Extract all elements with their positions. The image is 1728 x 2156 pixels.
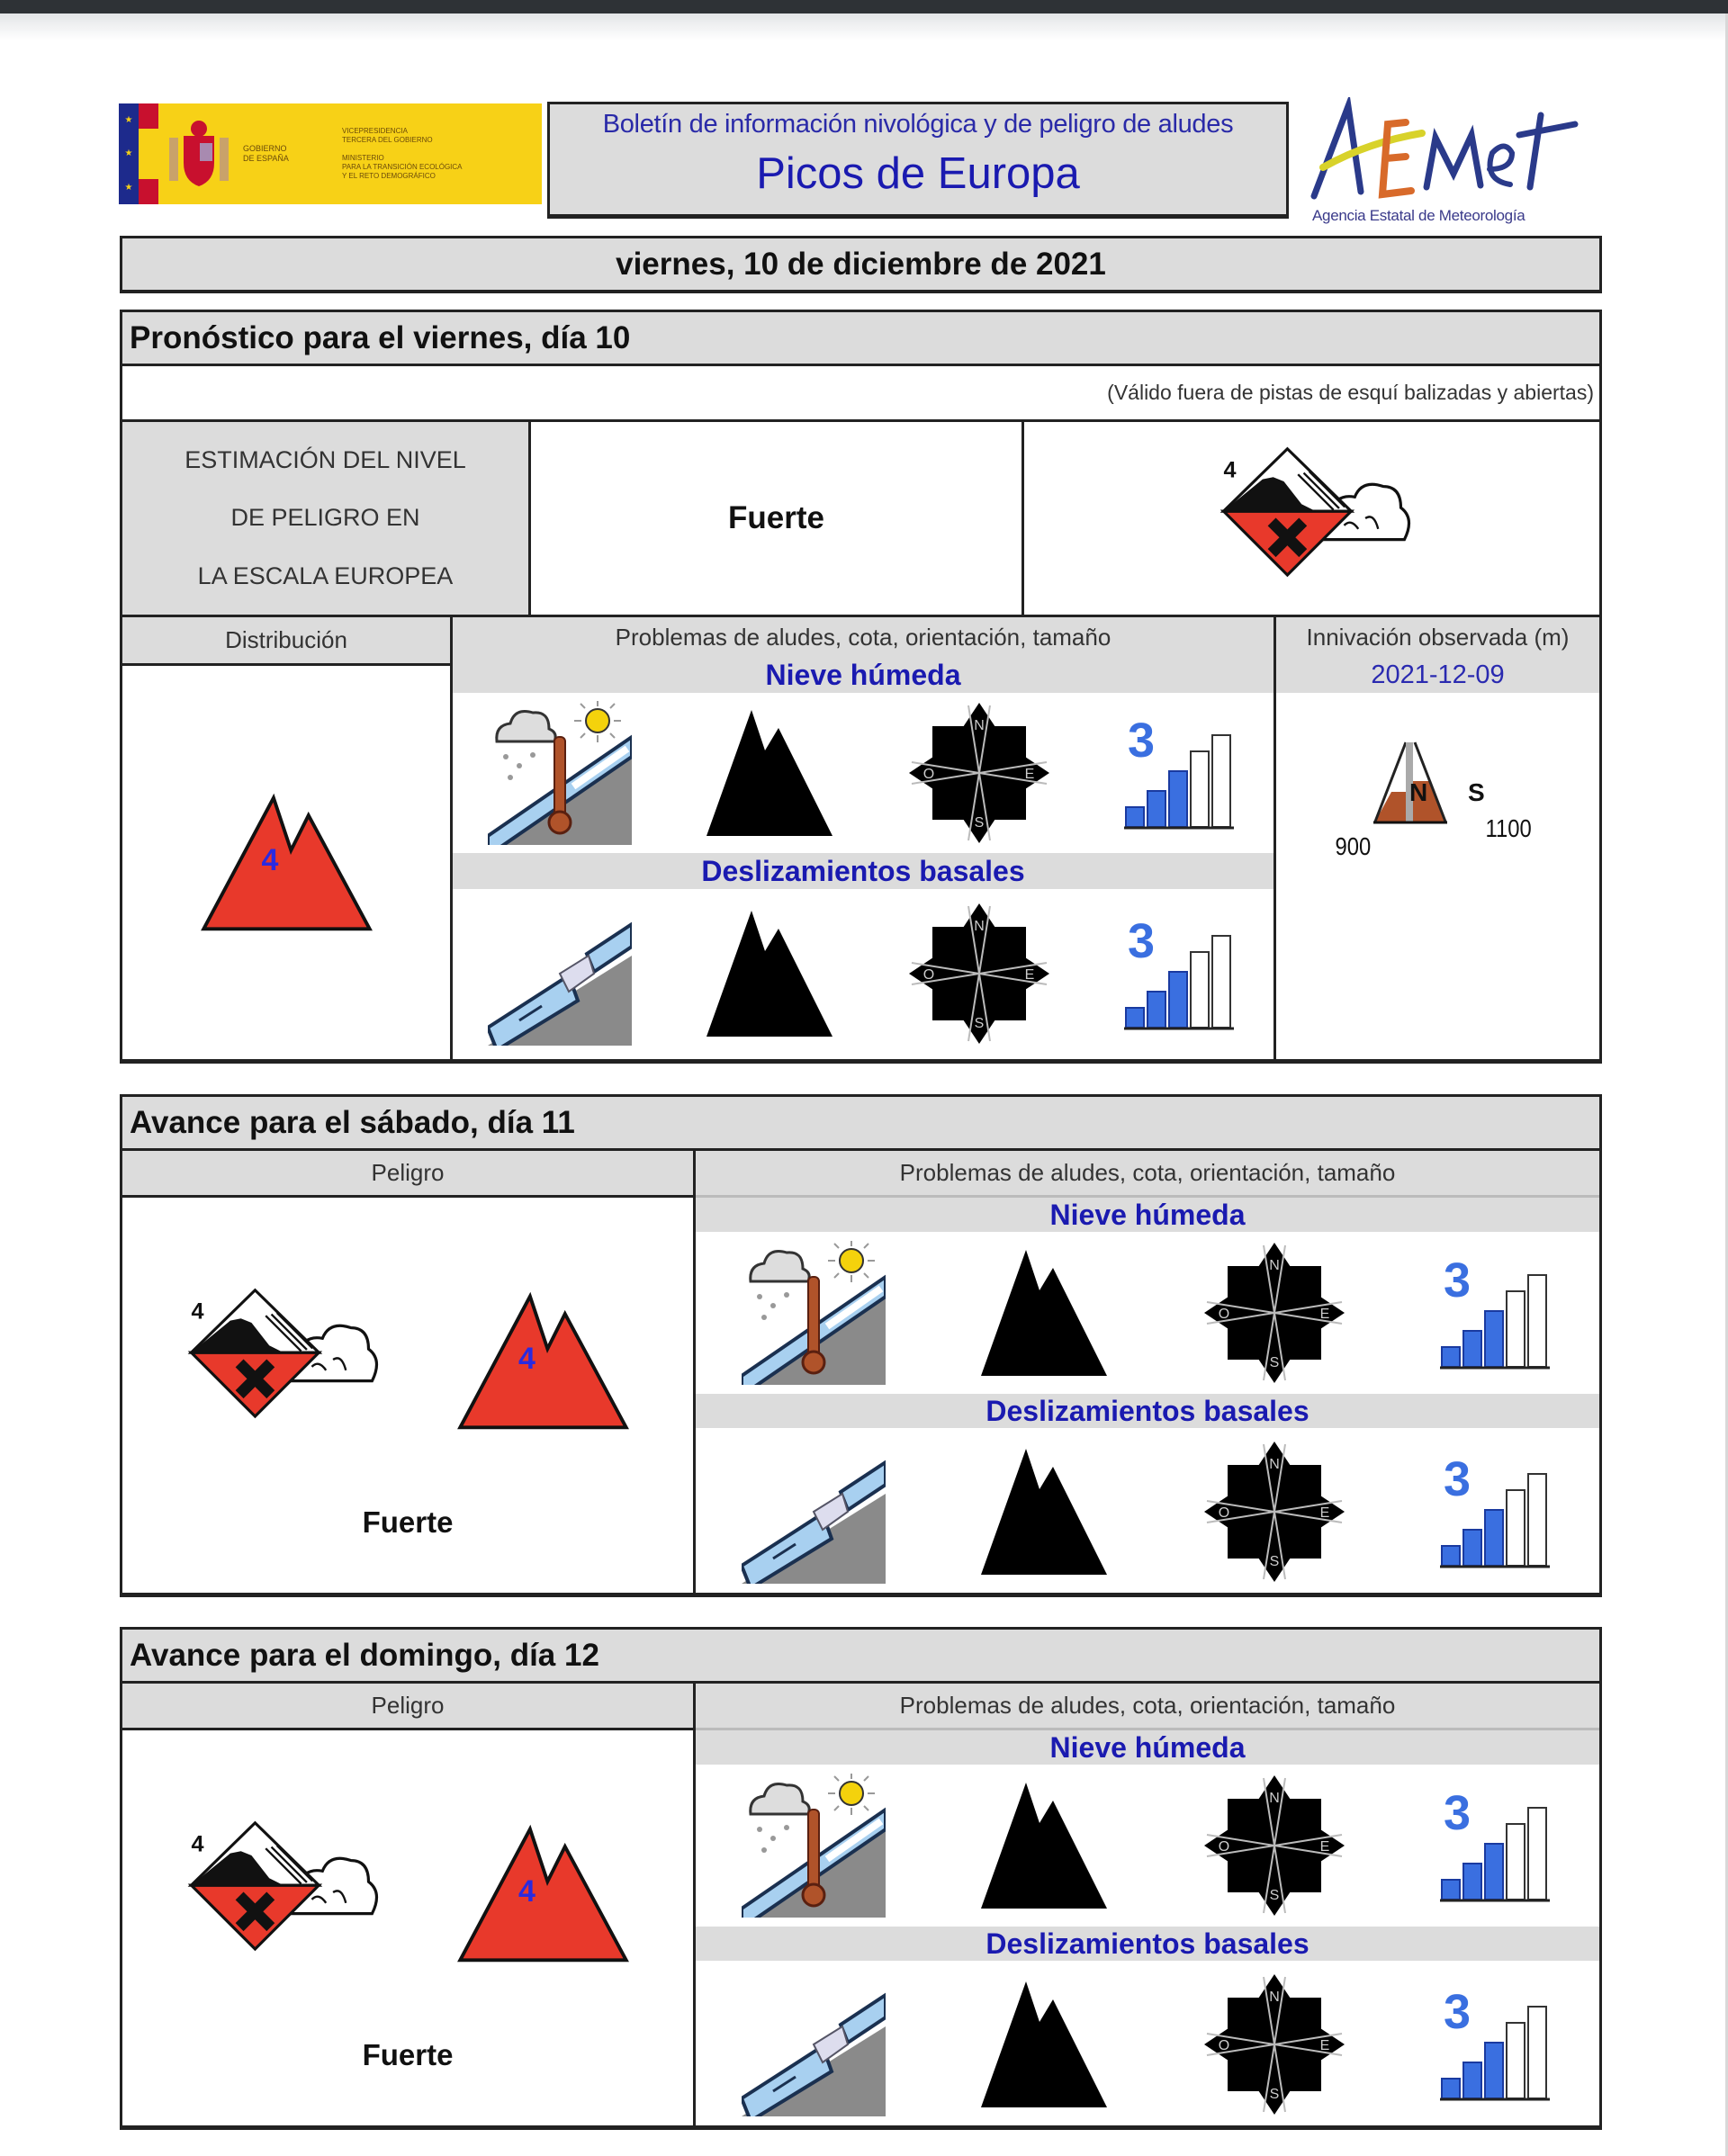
compass-label: N bbox=[1268, 1258, 1280, 1273]
avalanche-size-bar bbox=[1212, 735, 1230, 827]
snow-north-altitude: 900 bbox=[1335, 832, 1372, 860]
estimation-label: ESTIMACIÓN DEL NIVEL DE PELIGRO EN LA ESCALA EUROPEA bbox=[122, 422, 531, 615]
avalanche-size-bar bbox=[1442, 1880, 1460, 1900]
outlook-section-sunday bbox=[120, 1627, 1602, 2130]
avalanche-size-bar bbox=[1528, 1474, 1546, 1566]
danger-level-word: Fuerte bbox=[362, 2038, 454, 2071]
aemet-logo-icon bbox=[1305, 97, 1602, 205]
compass-label: E bbox=[1319, 1307, 1329, 1322]
avalanche-size-bar bbox=[1148, 791, 1166, 827]
problem-row-wet-snow bbox=[696, 1232, 1599, 1394]
avalanche-size-bar bbox=[1485, 1510, 1503, 1566]
region-title: Picos de Europa bbox=[756, 149, 1080, 198]
avalanche-size-indicator bbox=[1437, 1449, 1554, 1575]
avalanche-size-number: 3 bbox=[1127, 914, 1156, 968]
elevation-all-icon bbox=[976, 1245, 1112, 1380]
wet-snow-icon bbox=[742, 1241, 886, 1385]
distribution-level: 4 bbox=[261, 843, 279, 877]
compass-label: O bbox=[922, 967, 935, 983]
aspect-compass bbox=[907, 701, 1051, 845]
compass-label: E bbox=[1319, 2037, 1329, 2053]
compass-label: O bbox=[1218, 1505, 1229, 1521]
avalanche-size-number: 3 bbox=[1127, 714, 1156, 768]
snow-observed-date: 2021-12-09 bbox=[1276, 657, 1599, 693]
avalanche-size-bar bbox=[1463, 1530, 1481, 1566]
problems-column bbox=[453, 617, 1276, 1061]
avalanche-size-number: 3 bbox=[1443, 1253, 1471, 1307]
snow-south-altitude: 1100 bbox=[1485, 814, 1532, 842]
bulletin-title: Boletín de información nivológica y de peligro de aludes bbox=[602, 110, 1234, 139]
compass-label: O bbox=[1218, 1307, 1229, 1322]
problem-row-gliding bbox=[696, 1961, 1599, 2127]
avalanche-size-bar bbox=[1528, 1808, 1546, 1900]
avalanche-size-indicator bbox=[1437, 1783, 1554, 1909]
avalanche-size-bar bbox=[1169, 972, 1187, 1028]
ministry-name: VICEPRESIDENCIA TERCERA DEL GOBIERNO MINISTERIO PARA LA TRANSICIÓN ECOLÓGICA Y EL RETO DEMOGRÁFICO bbox=[342, 127, 463, 180]
avalanche-size-bar bbox=[1212, 936, 1230, 1028]
outlook-title: Avance para el sábado, día 11 bbox=[122, 1097, 1599, 1151]
snow-line-mountain-icon bbox=[1276, 693, 1600, 1053]
wet-snow-icon bbox=[742, 1774, 886, 1918]
problems-header: Problemas de aludes, cota, orientación, tamaño bbox=[696, 1684, 1599, 1730]
flag-icon: ★ ★ ★ bbox=[119, 103, 158, 204]
compass-label: O bbox=[922, 767, 935, 782]
danger-estimation-row bbox=[122, 422, 1599, 617]
elevation-all-icon bbox=[702, 906, 837, 1041]
compass-label: O bbox=[1218, 1839, 1229, 1855]
danger-level-4-icon bbox=[163, 1811, 397, 1973]
compass-label: N bbox=[1268, 1456, 1280, 1472]
compass-icon bbox=[907, 902, 1051, 1046]
danger-level-4-icon bbox=[1024, 422, 1599, 615]
compass-icon bbox=[1202, 1440, 1346, 1584]
avalanche-size-bar bbox=[1463, 1331, 1481, 1367]
problem-title: Nieve húmeda bbox=[696, 1730, 1599, 1765]
avalanche-size-bar bbox=[1528, 1275, 1546, 1367]
avalanche-size-bar bbox=[1485, 1311, 1503, 1367]
window-top-bar bbox=[0, 0, 1728, 13]
government-name: GOBIERNO DE ESPAÑA bbox=[243, 144, 289, 163]
problem-row-wet-snow bbox=[453, 693, 1274, 853]
danger-level-word: Fuerte bbox=[362, 1505, 454, 1539]
compass-label: N bbox=[974, 919, 985, 934]
forecast-title: Pronóstico para el viernes, día 10 bbox=[122, 312, 1599, 366]
avalanche-size-bar bbox=[1126, 807, 1144, 827]
avalanche-size-bar bbox=[1148, 992, 1166, 1028]
problems-header: Problemas de aludes, cota, orientación, tamaño bbox=[453, 617, 1274, 657]
problem-row-gliding bbox=[696, 1428, 1599, 1595]
avalanche-size-number: 3 bbox=[1443, 1984, 1471, 2039]
distribution-header: Distribución bbox=[122, 617, 450, 666]
avalanche-size-bar bbox=[1463, 1864, 1481, 1900]
compass-label: S bbox=[1269, 1355, 1279, 1370]
compass-label: E bbox=[1024, 767, 1035, 782]
danger-header: Peligro bbox=[122, 1684, 693, 1730]
danger-level-number: 4 bbox=[518, 1874, 536, 1909]
aemet-logo bbox=[1305, 97, 1602, 232]
danger-column bbox=[122, 1151, 696, 1595]
compass-icon bbox=[1202, 1241, 1346, 1385]
wet-snow-icon bbox=[488, 701, 632, 845]
compass-label: N bbox=[1268, 1791, 1280, 1806]
avalanche-size-indicator bbox=[1437, 1250, 1554, 1376]
compass-label: S bbox=[1269, 2086, 1279, 2102]
avalanche-size-bar bbox=[1507, 2023, 1525, 2098]
compass-label: N bbox=[1268, 1989, 1280, 2005]
danger-column bbox=[122, 1684, 696, 2127]
snow-south-label: S bbox=[1468, 778, 1485, 806]
problem-title: Nieve húmeda bbox=[453, 657, 1274, 693]
avalanche-size-bar bbox=[1485, 2043, 1503, 2098]
avalanche-size-bar bbox=[1507, 1291, 1525, 1367]
problem-title: Deslizamientos basales bbox=[696, 1394, 1599, 1428]
avalanche-size-bar bbox=[1191, 952, 1209, 1028]
danger-header: Peligro bbox=[122, 1151, 693, 1198]
outlook-section-saturday bbox=[120, 1094, 1602, 1597]
compass-label: S bbox=[1269, 1553, 1279, 1569]
danger-level-4-icon bbox=[163, 1279, 397, 1441]
avalanche-size-indicator bbox=[1121, 911, 1238, 1037]
validity-note: (Válido fuera de pistas de esquí balizadas y abiertas) bbox=[122, 366, 1599, 422]
elevation-all-icon bbox=[976, 1778, 1112, 1913]
bulletin-date: viernes, 10 de diciembre de 2021 bbox=[120, 236, 1602, 293]
problems-column bbox=[696, 1684, 1599, 2127]
snow-observed-column bbox=[1276, 617, 1599, 1061]
avalanche-size-bar bbox=[1169, 771, 1187, 827]
avalanche-size-bar bbox=[1463, 2062, 1481, 2098]
avalanche-size-bar bbox=[1442, 1546, 1460, 1566]
compass-icon bbox=[1202, 1972, 1346, 2116]
avalanche-size-bar bbox=[1485, 1844, 1503, 1900]
avalanche-size-bar bbox=[1191, 751, 1209, 827]
avalanche-size-bar bbox=[1507, 1824, 1525, 1900]
aemet-agency-name: Agencia Estatal de Meteorología bbox=[1312, 207, 1526, 224]
avalanche-size-bar bbox=[1507, 1490, 1525, 1566]
danger-level-number: 4 bbox=[518, 1342, 536, 1376]
avalanche-size-bar bbox=[1126, 1008, 1144, 1028]
outlook-body bbox=[122, 1151, 1599, 1595]
danger-panel bbox=[122, 1198, 693, 1595]
coat-of-arms-icon bbox=[158, 103, 239, 204]
snow-north-label: N bbox=[1409, 778, 1428, 806]
outlook-body bbox=[122, 1684, 1599, 2127]
window-shade bbox=[0, 13, 1728, 40]
problem-title: Deslizamientos basales bbox=[453, 853, 1274, 889]
avalanche-size-bar bbox=[1528, 2007, 1546, 2098]
avalanche-size-indicator bbox=[1437, 1981, 1554, 2107]
snow-observed-header: Innivación observada (m) bbox=[1276, 617, 1599, 657]
elevation-all-icon bbox=[976, 1444, 1112, 1579]
avalanche-size-bar bbox=[1442, 2079, 1460, 2098]
bulletin-title-box bbox=[547, 102, 1289, 219]
compass-label: E bbox=[1319, 1505, 1329, 1521]
gliding-snow-icon bbox=[742, 1440, 886, 1584]
compass-label: N bbox=[974, 718, 985, 733]
distribution-map bbox=[122, 666, 450, 1061]
avalanche-size-number: 3 bbox=[1443, 1786, 1471, 1840]
problems-column bbox=[696, 1151, 1599, 1595]
distribution-column bbox=[122, 617, 453, 1061]
compass-label: S bbox=[1269, 1888, 1279, 1903]
snow-line-diagram bbox=[1276, 693, 1599, 1061]
red-mountain-icon bbox=[455, 1288, 631, 1436]
forecast-detail-row bbox=[122, 617, 1599, 1061]
compass-icon bbox=[1202, 1774, 1346, 1918]
avalanche-size-bar bbox=[1442, 1347, 1460, 1367]
problems-header: Problemas de aludes, cota, orientación, tamaño bbox=[696, 1151, 1599, 1198]
gliding-snow-icon bbox=[488, 902, 632, 1046]
problem-row-gliding bbox=[453, 889, 1274, 1058]
compass-label: S bbox=[974, 815, 985, 831]
elevation-all-icon bbox=[976, 1977, 1112, 2112]
red-mountain-icon bbox=[199, 789, 374, 938]
compass-label: S bbox=[974, 1016, 985, 1031]
red-mountain-icon bbox=[455, 1820, 631, 1969]
outlook-title: Avance para el domingo, día 12 bbox=[122, 1630, 1599, 1684]
compass-label: E bbox=[1319, 1839, 1329, 1855]
compass-icon bbox=[907, 701, 1051, 845]
avalanche-size-indicator bbox=[1121, 710, 1238, 836]
avalanche-size-number: 3 bbox=[1443, 1451, 1471, 1506]
forecast-section bbox=[120, 310, 1602, 1064]
government-logo bbox=[119, 103, 542, 204]
problem-title: Nieve húmeda bbox=[696, 1198, 1599, 1232]
elevation-all-icon bbox=[702, 705, 837, 840]
danger-panel bbox=[122, 1730, 693, 2127]
compass-label: E bbox=[1024, 967, 1035, 983]
problem-row-wet-snow bbox=[696, 1765, 1599, 1927]
problem-title: Deslizamientos basales bbox=[696, 1927, 1599, 1961]
gliding-snow-icon bbox=[742, 1972, 886, 2116]
danger-level-word: Fuerte bbox=[531, 422, 1024, 615]
compass-label: O bbox=[1218, 2037, 1229, 2053]
